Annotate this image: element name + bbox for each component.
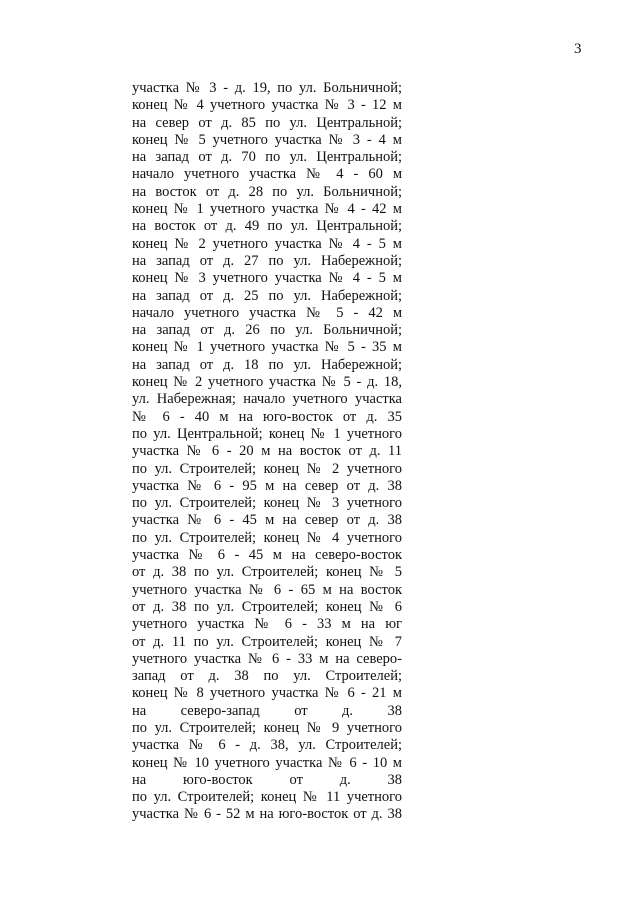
text-line: на северо-запад от д. 38: [132, 702, 402, 719]
text-line: по ул. Строителей; конец № 9 учетного: [132, 719, 402, 736]
text-line: на запад от д. 70 по ул. Центральной;: [132, 149, 402, 166]
text-line: от д. 38 по ул. Строителей; конец № 6: [132, 598, 402, 615]
text-line: конец № 10 учетного участка № 6 - 10 м: [132, 754, 402, 771]
text-line: на восток от д. 49 по ул. Центральной;: [132, 218, 402, 235]
text-line: конец № 2 учетного участка № 4 - 5 м: [132, 235, 402, 252]
text-line: по ул. Строителей; конец № 4 учетного: [132, 529, 402, 546]
text-line: конец № 2 учетного участка № 5 - д. 18,: [132, 374, 402, 391]
text-line: конец № 5 учетного участка № 3 - 4 м: [132, 131, 402, 148]
text-line: начало учетного участка № 4 - 60 м: [132, 166, 402, 183]
text-line: № 6 - 40 м на юго-восток от д. 35: [132, 408, 402, 425]
text-line: по ул. Центральной; конец № 1 учетного: [132, 425, 402, 442]
text-line: участка № 6 - 45 м на северо-восток: [132, 547, 402, 564]
text-line: по ул. Строителей; конец № 11 учетного: [132, 789, 402, 806]
text-line: участка № 3 - д. 19, по ул. Больничной;: [132, 80, 402, 96]
page-number: 3: [574, 41, 582, 57]
text-line: ул. Набережная; начало учетного участка: [132, 391, 402, 408]
text-line: учетного участка № 6 - 33 м на юг: [132, 616, 402, 633]
text-line: от д. 11 по ул. Строителей; конец № 7: [132, 633, 402, 650]
text-line: участка № 6 - 20 м на восток от д. 11: [132, 443, 402, 460]
text-line: на запад от д. 25 по ул. Набережной;: [132, 287, 402, 304]
text-line: на восток от д. 28 по ул. Больничной;: [132, 183, 402, 200]
text-line: конец № 4 учетного участка № 3 - 12 м: [132, 97, 402, 114]
text-line: на юго-восток от д. 38: [132, 771, 402, 788]
text-line: на запад от д. 18 по ул. Набережной;: [132, 356, 402, 373]
text-line: конец № 1 учетного участка № 4 - 42 м: [132, 201, 402, 218]
text-line: конец № 8 учетного участка № 6 - 21 м: [132, 685, 402, 702]
text-line: конец № 3 учетного участка № 4 - 5 м: [132, 270, 402, 287]
text-line: на запад от д. 26 по ул. Больничной;: [132, 322, 402, 339]
text-line: конец № 1 учетного участка № 5 - 35 м: [132, 339, 402, 356]
text-line: запад от д. 38 по ул. Строителей;: [132, 668, 402, 685]
text-line: начало учетного участка № 5 - 42 м: [132, 304, 402, 321]
text-line: по ул. Строителей; конец № 3 учетного: [132, 495, 402, 512]
text-line: по ул. Строителей; конец № 2 учетного: [132, 460, 402, 477]
text-line: на запад от д. 27 по ул. Набережной;: [132, 252, 402, 269]
text-line: участка № 6 - 95 м на север от д. 38: [132, 477, 402, 494]
text-line: учетного участка № 6 - 65 м на восток: [132, 581, 402, 598]
text-line: на север от д. 85 по ул. Центральной;: [132, 114, 402, 131]
text-line: участка № 6 - 52 м на юго-восток от д. 38: [132, 806, 402, 823]
text-line: от д. 38 по ул. Строителей; конец № 5: [132, 564, 402, 581]
body-text: [132, 80, 402, 824]
text-line: участка № 6 - 45 м на север от д. 38: [132, 512, 402, 529]
text-line: учетного участка № 6 - 33 м на северо-: [132, 650, 402, 667]
text-line: участка № 6 - д. 38, ул. Строителей;: [132, 737, 402, 754]
